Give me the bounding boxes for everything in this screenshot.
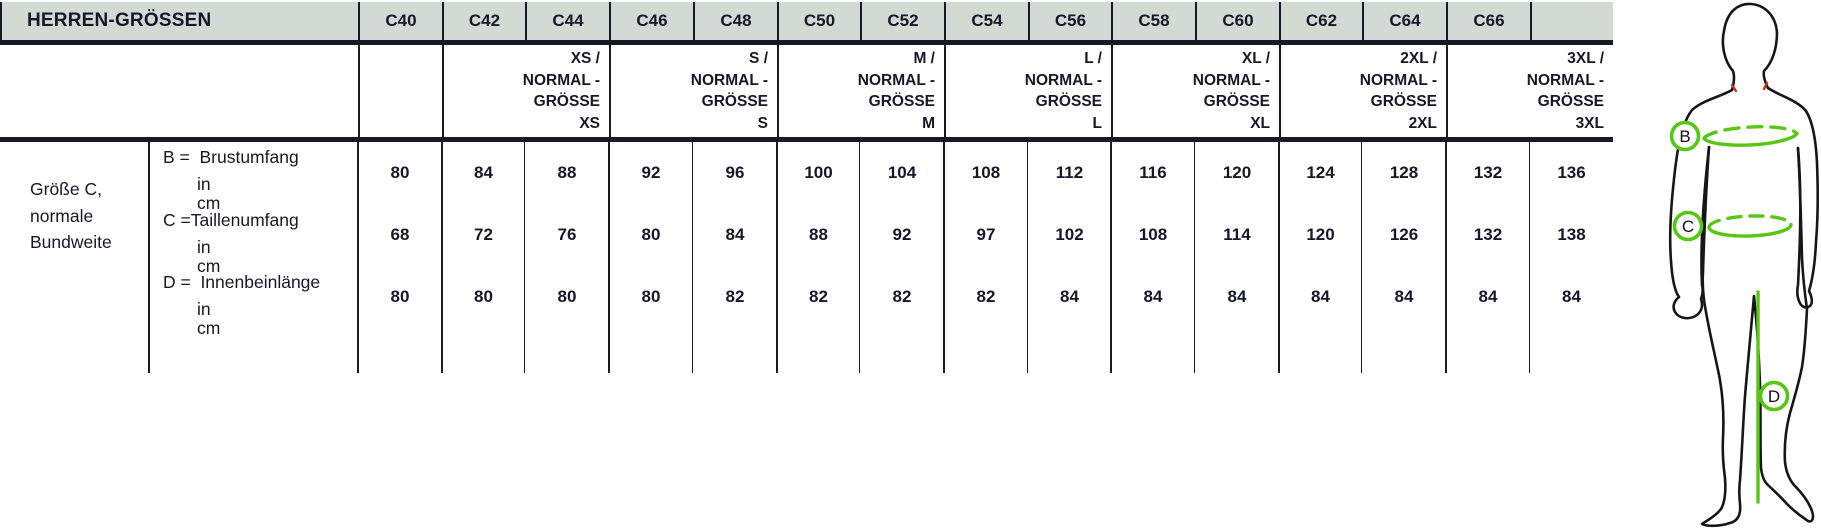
value-cell: 82 [976, 287, 996, 306]
chest-ellipse-front [1704, 134, 1797, 148]
row-unit-label: in cm [197, 174, 221, 213]
value-cell: 132 [1473, 163, 1503, 182]
size-group-label-line: NORMAL - [522, 71, 600, 89]
value-cell: 84 [1311, 287, 1330, 306]
value-cell: 88 [557, 163, 577, 182]
value-cell: 68 [390, 225, 410, 244]
column-header-cell: C56 [1028, 2, 1111, 40]
marker-letter-b: B [1679, 127, 1691, 146]
value-cell: 72 [474, 225, 493, 244]
column-header-cell: C62 [1279, 2, 1362, 40]
column-header-cell: C66 [1446, 2, 1530, 40]
size-group-label-line: NORMAL - [1192, 71, 1270, 89]
size-group-cell [1446, 45, 1613, 137]
size-group-label-line: NORMAL - [1024, 71, 1102, 89]
size-group-label-line: NORMAL - [1526, 71, 1604, 89]
size-group-label-line: GRÖSSE [533, 93, 600, 110]
size-group-label-line: 2XL / [1400, 50, 1437, 67]
value-cell: 80 [474, 287, 493, 306]
column-header-cell: C50 [777, 2, 860, 40]
size-group-label-line: L [1092, 114, 1102, 132]
size-group-label-line: GRÖSSE [1537, 93, 1604, 110]
value-cell: 128 [1389, 163, 1419, 182]
value-cell: 97 [976, 225, 996, 244]
waist-ellipse-front [1709, 225, 1791, 238]
column-header-cell: C60 [1195, 2, 1279, 40]
body-measurement-figure [1611, 0, 1821, 530]
column-header-cell: C40 [358, 2, 442, 40]
size-group-label-line: L / [1084, 50, 1102, 67]
value-cell: 84 [1143, 287, 1163, 306]
size-group-cell [609, 45, 777, 137]
value-cell: 80 [641, 287, 661, 306]
value-cell: 84 [725, 225, 745, 244]
size-group-label-line: GRÖSSE [1370, 93, 1437, 110]
column-header-cell: C64 [1362, 2, 1446, 40]
size-group-label-line: XL [1250, 114, 1270, 132]
size-group-label-line: 3XL [1575, 114, 1604, 132]
value-cell: 108 [1138, 225, 1168, 244]
value-cell: 82 [809, 287, 828, 306]
size-group-label-line: S / [749, 50, 768, 67]
row-label: D = Innenbeinlänge [163, 272, 321, 292]
size-group-cell [944, 45, 1111, 137]
marker-letter-c: C [1681, 217, 1695, 236]
column-header-cell: C52 [860, 2, 944, 40]
size-group-cell [1279, 45, 1446, 137]
size-group-label-line: GRÖSSE [1035, 93, 1102, 110]
value-cell: 84 [1562, 287, 1581, 306]
size-group-label-line: M [922, 114, 935, 132]
value-cell: 84 [1394, 287, 1414, 306]
value-cell: 84 [1478, 287, 1498, 306]
value-cell: 80 [641, 225, 661, 244]
value-cell: 84 [474, 163, 493, 182]
value-cell: 80 [390, 287, 410, 306]
column-header-cell: C44 [525, 2, 609, 40]
value-cell: 112 [1055, 163, 1084, 182]
value-cell: 82 [725, 287, 745, 306]
row-group-label [30, 176, 112, 256]
size-group-label-line: NORMAL - [1359, 71, 1437, 89]
size-group-label-line: XS / [570, 50, 600, 67]
value-cell: 92 [892, 225, 912, 244]
size-group-cell [1111, 45, 1279, 137]
size-group-label-line: S [757, 114, 768, 132]
value-cell: 138 [1557, 225, 1586, 244]
value-cell: 84 [1227, 287, 1247, 306]
value-cell: 76 [557, 225, 577, 244]
row-group-label-line: normale [30, 205, 94, 226]
size-group-cell [777, 45, 944, 137]
column-header-cell: C54 [944, 2, 1028, 40]
value-cell: 132 [1473, 225, 1503, 244]
chest-ellipse-back-dashed [1704, 125, 1797, 139]
size-group-label-line: 3XL / [1567, 50, 1604, 67]
size-group-label-line: NORMAL - [857, 71, 935, 89]
size-group-label-line: XS [579, 114, 600, 132]
value-cell: 92 [641, 163, 661, 182]
page-title: HERREN-GRÖSSEN [27, 10, 212, 31]
label-column-divider [148, 142, 150, 373]
figure-right-arm-outline [1768, 88, 1818, 307]
row-group-label-line: Größe C, [30, 179, 102, 199]
value-cell: 120 [1306, 225, 1335, 244]
size-group-label-line: GRÖSSE [1203, 93, 1270, 110]
value-cell: 96 [725, 163, 745, 182]
value-cell: 84 [1060, 287, 1079, 306]
row-label: B = Brustumfang [163, 147, 299, 167]
value-cell: 126 [1389, 225, 1419, 244]
waist-ellipse-back-dashed [1709, 215, 1791, 228]
value-cell: 104 [887, 163, 917, 182]
size-group-cell [358, 45, 442, 137]
value-cell: 120 [1222, 163, 1252, 182]
value-cell: 82 [892, 287, 912, 306]
size-group-label-line: M / [913, 50, 935, 67]
value-cell: 116 [1139, 163, 1167, 182]
value-cell: 100 [804, 163, 833, 182]
value-cell: 88 [809, 225, 828, 244]
size-group-label-line: 2XL [1408, 114, 1437, 132]
row-unit-label: in cm [197, 237, 221, 276]
size-group-label-line: XL / [1241, 50, 1270, 67]
value-cell: 124 [1306, 163, 1335, 182]
column-header-cell: C48 [693, 2, 777, 40]
table-title-cell [0, 2, 360, 40]
value-cell: 136 [1557, 163, 1586, 182]
column-header-cell: C58 [1111, 2, 1195, 40]
column-header-cell [1530, 2, 1613, 40]
figure-head-outline [1723, 4, 1777, 90]
value-cell: 80 [557, 287, 577, 306]
row-group-label-line: Bundweite [30, 232, 112, 252]
column-header-cell: C46 [609, 2, 693, 40]
size-group-cell [442, 45, 609, 137]
row-unit-label: in cm [197, 299, 221, 338]
marker-letter-d: D [1767, 387, 1781, 406]
row-label: C =Taillenumfang [163, 210, 299, 230]
size-group-label-line: GRÖSSE [701, 93, 768, 110]
column-header-cell: C42 [442, 2, 525, 40]
neck-mark-right-icon [1764, 83, 1767, 89]
value-cell: 108 [971, 163, 1001, 182]
size-group-label-line: GRÖSSE [868, 93, 935, 110]
size-group-label-line: NORMAL - [690, 71, 768, 89]
value-cell: 102 [1055, 225, 1084, 244]
value-cell: 80 [390, 163, 410, 182]
value-cell: 114 [1223, 225, 1251, 244]
